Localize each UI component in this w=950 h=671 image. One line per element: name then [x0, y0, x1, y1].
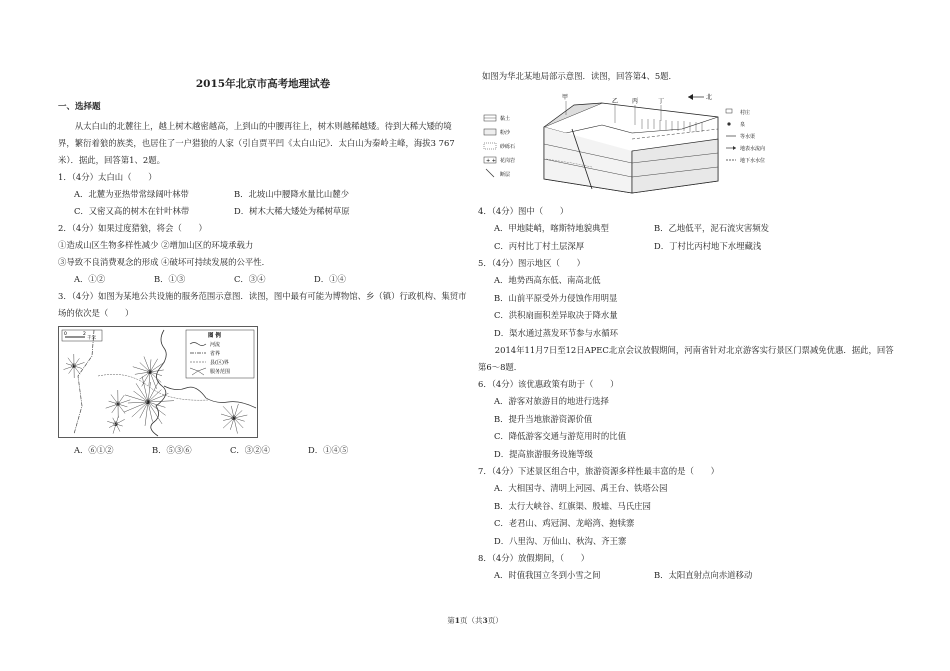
option-b[interactable]: B．北坡山中腰降水量比山麓少 — [234, 189, 350, 199]
option-b[interactable]: B．乙地低平，泥石流灾害频发 — [654, 223, 770, 233]
option-d[interactable]: D．提高旅游服务设施等级 — [494, 448, 593, 459]
footer-page-number: 1 — [454, 616, 460, 625]
site-number: ③ — [145, 399, 151, 406]
section-heading: 一、选择题 — [58, 102, 101, 112]
question-8-stem: 8．（4分）放假期间，（ ） — [478, 553, 590, 563]
option-d[interactable]: D．①④⑤ — [308, 445, 349, 455]
figure2-intro: 如图为华北某地局部示意图．读图，回答第4、5题． — [482, 71, 677, 81]
scale-box — [62, 330, 102, 341]
footer-middle: 页（共 — [460, 616, 483, 625]
option-c[interactable]: C．降低游客交通与游览用时的比值 — [494, 431, 627, 441]
legend-silt: 粉沙 — [500, 130, 511, 136]
diagram-left-legend — [484, 115, 515, 178]
option-b[interactable]: B．山前平原受外力侵蚀作用明显 — [494, 292, 618, 303]
scale-two: 2 — [83, 332, 86, 337]
question-5-stem: 5．（4分）图示地区（ ） — [478, 258, 585, 268]
question-2-options — [58, 271, 468, 288]
question-1-options — [58, 186, 468, 220]
label-bing: 丙 — [632, 98, 639, 105]
question-6-stem: 6．（4分）该优惠政策有助于（ ） — [478, 379, 619, 389]
option-c[interactable]: C．老君山、鸡冠洞、龙峪湾、抱犊寨 — [494, 518, 635, 528]
left-column — [58, 76, 468, 459]
legend-service: 服务范围 — [210, 369, 231, 375]
site-number: ② — [147, 369, 153, 376]
option-a[interactable]: A．游客对旅游目的地进行选择 — [494, 396, 609, 406]
site-number: ⑥ — [231, 415, 237, 422]
option-a[interactable]: A．北麓为亚热带常绿阔叶林带 — [74, 189, 189, 199]
legend-river: 河流 — [210, 342, 221, 348]
question-3-stem: 3．（4分）如图为某地公共设施的服务范围示意图．读图，图中最有可能为博物馆、乡（镇）行政机构、集贸市场的依次是（ ） — [58, 291, 467, 318]
option-c[interactable]: C．洪积扇面积差异取决于降水量 — [494, 310, 618, 320]
label-jia: 甲 — [562, 94, 569, 101]
scale-zero: 0 — [64, 332, 67, 337]
option-a[interactable]: A．甲地陡峭，喀斯特地貌典型 — [494, 223, 609, 233]
legend-title: 图 例 — [208, 333, 221, 339]
service-range-map — [58, 326, 258, 438]
option-c[interactable]: C．③④ — [234, 274, 266, 284]
question-1-stem: 1．（4分）太白山（ ） — [58, 172, 157, 182]
question-4-stem: 4．（4分）图中（ ） — [478, 206, 569, 216]
legend-province: 省界 — [210, 351, 221, 357]
legend-county: 县(区)界 — [210, 360, 229, 366]
footer-suffix: 页） — [487, 616, 503, 625]
option-a[interactable]: A．①② — [74, 274, 106, 284]
legend-spring: 泉 — [740, 122, 746, 128]
site-number: ④ — [115, 401, 121, 408]
option-d[interactable]: D．①④ — [314, 274, 346, 284]
footer-total-pages: 3 — [482, 616, 488, 625]
apec-intro: 2014年11月7日至12日APEC北京会议放假期间，河南省针对北京游客实行景区门票减免优惠．据此，回答第6～8题． — [478, 345, 894, 372]
legend-granite: 花岗岩 — [500, 158, 516, 164]
option-d[interactable]: D．丁村比丙村地下水埋藏浅 — [654, 240, 762, 251]
option-b[interactable]: B．太行大峡谷、红旗渠、殷墟、马氏庄园 — [494, 500, 651, 511]
legend-groundwater: 地下水水位 — [740, 158, 766, 164]
question-3-options — [58, 442, 468, 459]
label-yi: 乙 — [612, 98, 619, 105]
option-c[interactable]: C．③②④ — [230, 445, 270, 455]
diagram-right-legend — [726, 109, 765, 164]
option-b[interactable]: B．太阳直射点向赤道移动 — [654, 570, 753, 580]
option-a[interactable]: A．地势西高东低、南高北低 — [494, 275, 601, 285]
question-4-options — [478, 220, 896, 255]
label-ding: 丁 — [658, 98, 665, 105]
question-2-line-1: ①造成山区生物多样性减少 ②增加山区的环境承载力 — [58, 240, 254, 250]
question-8-options — [478, 567, 896, 585]
option-c[interactable]: C．丙村比丁村土层深厚 — [494, 240, 585, 251]
question-2-stem: 2．（4分）如果过度猎狼，将会（ ） — [58, 223, 207, 233]
page-footer — [0, 615, 950, 626]
site-number: ⑤ — [113, 421, 119, 428]
legend-canal: 等水渠 — [740, 134, 756, 140]
option-b[interactable]: B．⑤③⑥ — [152, 445, 192, 455]
option-b[interactable]: B．①③ — [154, 274, 186, 284]
question-7-stem: 7．（4分）下述景区组合中，旅游资源多样性最丰富的是（ ） — [478, 466, 719, 476]
option-a[interactable]: A．⑥①② — [74, 445, 114, 455]
scale-unit: 千米 — [87, 336, 96, 341]
right-column — [478, 68, 896, 585]
svg-text:+ +: + + — [486, 158, 496, 164]
site-number: ① — [71, 363, 77, 370]
legend-surface-flow: 地表水流向 — [740, 146, 766, 152]
block-diagram — [482, 89, 772, 201]
footer-prefix: 第 — [447, 616, 455, 625]
option-c[interactable]: C．又密又高的树木在针叶林带 — [74, 206, 190, 216]
terrain-block — [544, 93, 718, 193]
option-d[interactable]: D．渠水通过蒸发环节参与水循环 — [494, 327, 618, 338]
option-a[interactable]: A．大相国寺、清明上河园、禹王台、铁塔公园 — [494, 483, 668, 493]
option-d[interactable]: D．八里沟、万仙山、秋沟、齐王寨 — [494, 535, 627, 546]
legend-gravel: 砂砾石 — [500, 144, 516, 150]
paper-title: 2015年北京市高考地理试卷 — [195, 78, 331, 90]
legend-village: 村庄 — [740, 110, 751, 116]
option-d[interactable]: D．树木大稀大矮处为稀树草原 — [234, 206, 350, 216]
legend-fault: 断层 — [500, 172, 511, 178]
legend-clay: 黏土 — [500, 116, 511, 122]
option-a[interactable]: A．时值我国立冬到小雪之间 — [494, 570, 601, 580]
intro-paragraph: 从太白山的北麓往上，越上树木越密越高，上到山的中腰再往上，树木则越稀越矮。待到大稀大矮的境界，繁衍着狼的族类，也居住了一户猎狼的人家（引自贾平凹《太白山记》．太白山为秦岭主峰，海拔3 767米）．据此，回答第1、2题。 — [58, 121, 455, 165]
north-label: 北 — [706, 94, 713, 101]
question-2-line-2: ③导致不良消费观念的形成 ④破坏可持续发展的公平性． — [58, 257, 271, 267]
option-b[interactable]: B．提升当地旅游资源价值 — [494, 413, 593, 424]
